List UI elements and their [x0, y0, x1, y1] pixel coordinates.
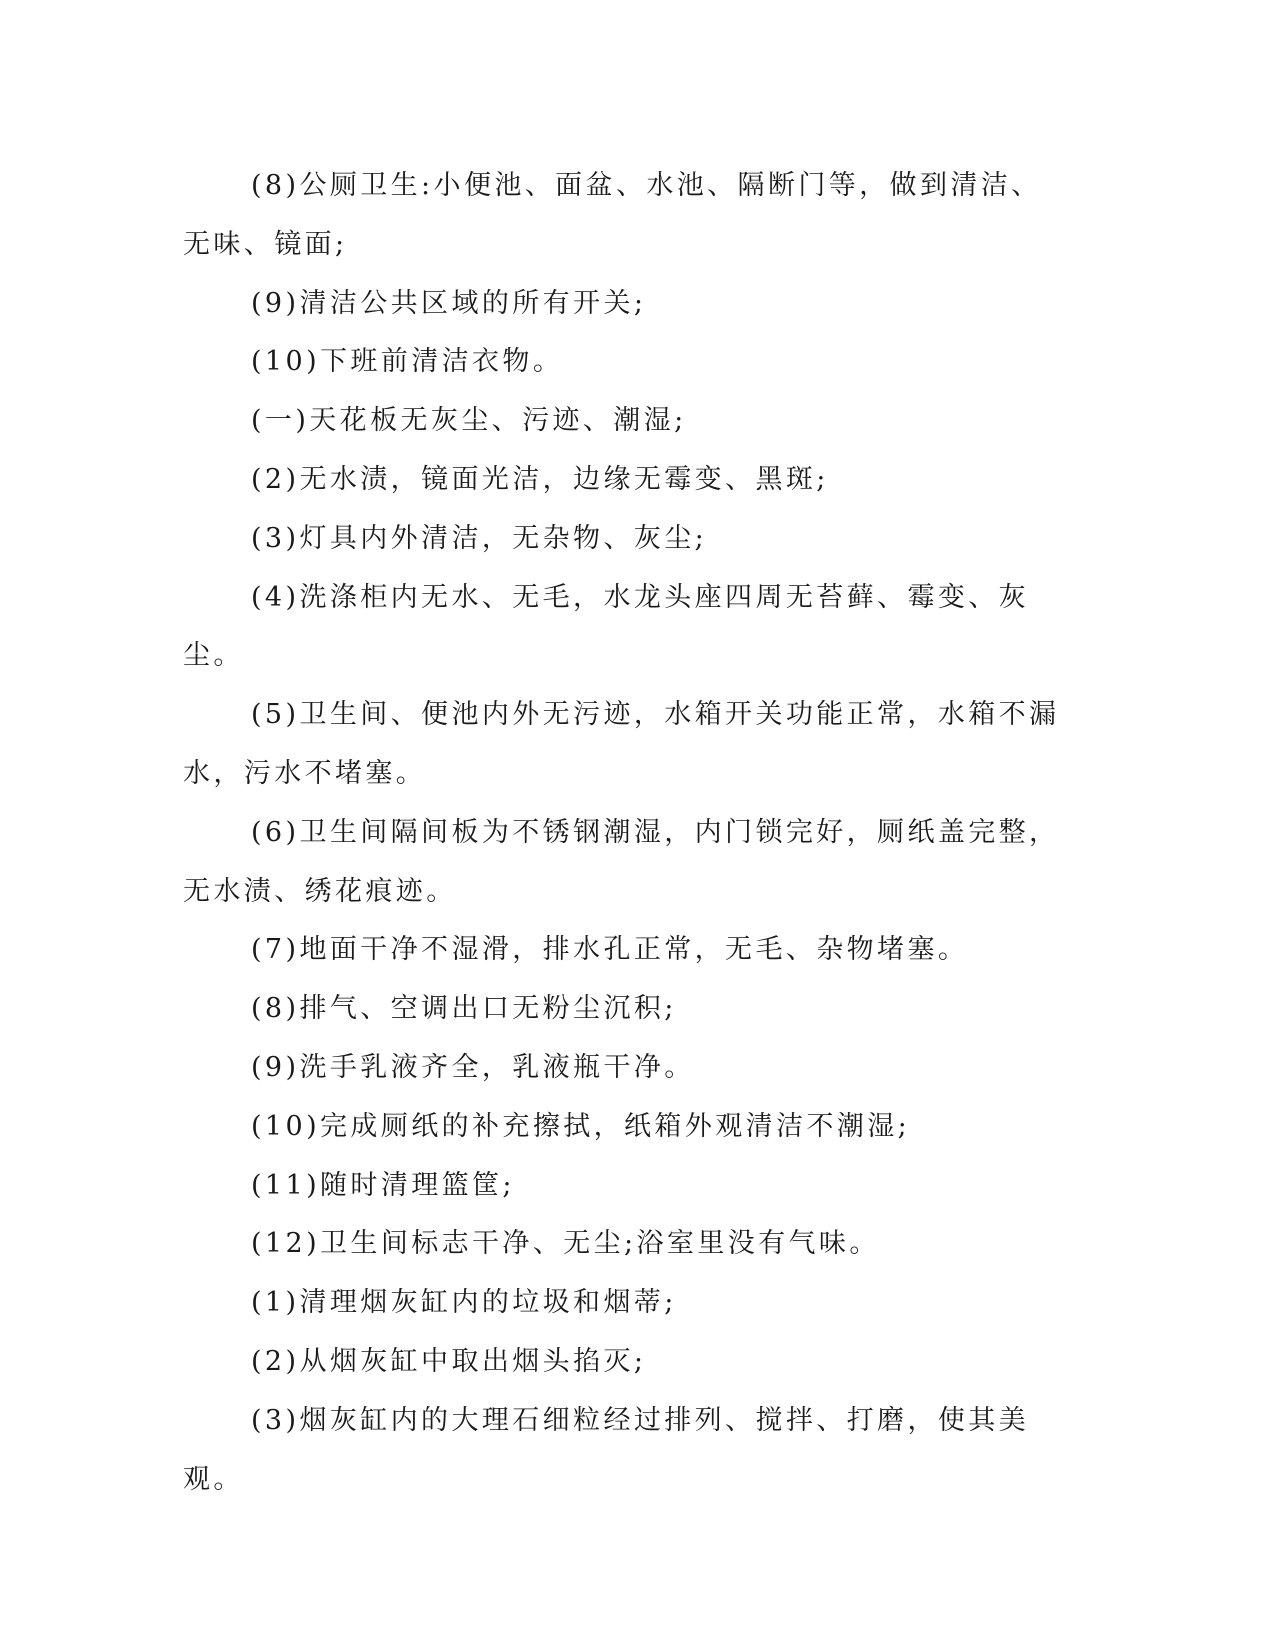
paragraph: (7)地面干净不湿滑，排水孔正常，无毛、杂物堵塞。	[251, 934, 969, 966]
paragraph: (1)清理烟灰缸内的垃圾和烟蒂;	[251, 1287, 677, 1319]
paragraph: (8)公厕卫生:小便池、面盆、水池、隔断门等，做到清洁、无味、镜面;	[183, 170, 1042, 260]
paragraph: (4)洗涤柜内无水、无毛，水龙头座四周无苔藓、霉变、灰尘。	[183, 581, 1030, 672]
paragraph: (11)随时清理篮筐;	[251, 1169, 515, 1201]
paragraph: (8)排气、空调出口无粉尘沉积;	[251, 993, 677, 1025]
paragraph: (3)烟灰缸内的大理石细粒经过排列、搅拌、打磨，使其美观。	[183, 1404, 1030, 1495]
document-body	[183, 157, 1063, 1509]
paragraph: (2)从烟灰缸中取出烟头掐灭;	[251, 1345, 647, 1377]
paragraph: (6)卫生间隔间板为不锈钢潮湿，内门锁完好，厕纸盖完整，无水渍、绣花痕迹。	[183, 816, 1060, 907]
paragraph: (一)天花板无灰尘、污迹、潮湿;	[251, 405, 687, 437]
paragraph: (10)完成厕纸的补充擦拭，纸箱外观清洁不潮湿;	[251, 1110, 911, 1142]
paragraph: (5)卫生间、便池内外无污迹，水箱开关功能正常，水箱不漏水，污水不堵塞。	[183, 699, 1060, 789]
paragraph: (3)灯具内外清洁，无杂物、灰尘;	[251, 522, 708, 554]
paragraph: (10)下班前清洁衣物。	[251, 346, 564, 378]
paragraph: (12)卫生间标志干净、无尘;浴室里没有气味。	[251, 1228, 880, 1260]
paragraph: (9)清洁公共区域的所有开关;	[251, 287, 647, 319]
paragraph: (2)无水渍，镜面光洁，边缘无霉变、黑斑;	[251, 463, 829, 495]
paragraph: (9)洗手乳液齐全，乳液瓶干净。	[251, 1051, 695, 1083]
